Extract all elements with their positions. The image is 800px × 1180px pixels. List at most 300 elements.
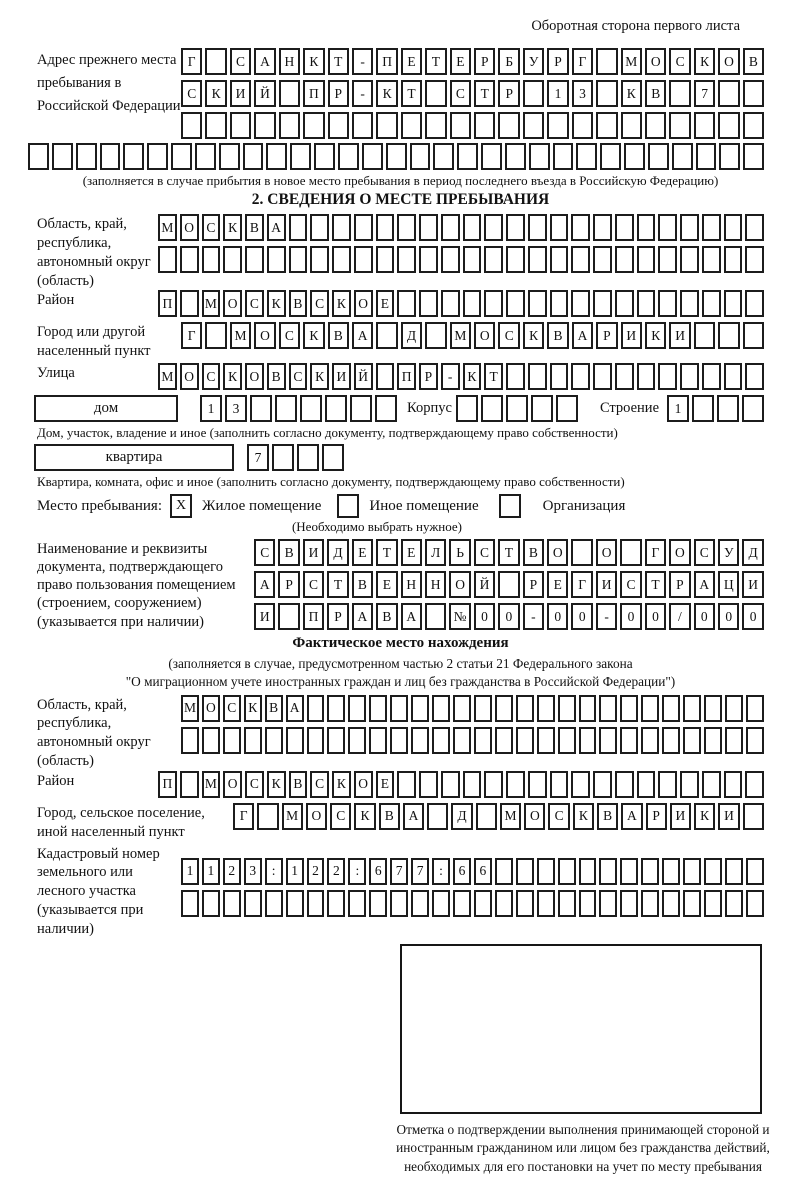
char-cell[interactable]: Т	[498, 539, 519, 566]
prev-address-row-3[interactable]	[181, 112, 764, 139]
char-cell[interactable]	[571, 290, 590, 317]
char-cell[interactable]: О	[474, 322, 495, 349]
char-cell[interactable]	[254, 112, 275, 139]
char-cell[interactable]	[28, 143, 49, 170]
char-cell[interactable]: К	[645, 322, 666, 349]
char-cell[interactable]: О	[223, 290, 242, 317]
char-cell[interactable]	[683, 727, 701, 754]
char-cell[interactable]: М	[282, 803, 303, 830]
char-cell[interactable]: В	[352, 571, 373, 598]
char-cell[interactable]: К	[223, 214, 242, 241]
char-cell[interactable]: Д	[451, 803, 472, 830]
char-cell[interactable]: В	[523, 539, 544, 566]
char-cell[interactable]: Е	[376, 571, 397, 598]
char-cell[interactable]: Р	[278, 571, 299, 598]
char-cell[interactable]: 2	[307, 858, 325, 885]
char-cell[interactable]	[745, 363, 764, 390]
char-cell[interactable]: 1	[286, 858, 304, 885]
char-cell[interactable]: -	[352, 80, 373, 107]
char-cell[interactable]: 0	[498, 603, 519, 630]
char-cell[interactable]: О	[254, 322, 275, 349]
char-cell[interactable]	[746, 727, 764, 754]
char-cell[interactable]: 2	[327, 858, 345, 885]
char-cell[interactable]: К	[310, 363, 329, 390]
char-cell[interactable]: Т	[645, 571, 666, 598]
char-cell[interactable]	[523, 112, 544, 139]
char-cell[interactable]	[593, 246, 612, 273]
char-cell[interactable]: 3	[225, 395, 247, 422]
char-cell[interactable]	[376, 214, 395, 241]
char-cell[interactable]	[76, 143, 97, 170]
char-cell[interactable]	[348, 890, 366, 917]
char-cell[interactable]: Н	[401, 571, 422, 598]
char-cell[interactable]: Р	[328, 80, 349, 107]
char-cell[interactable]: К	[573, 803, 594, 830]
char-cell[interactable]	[637, 214, 656, 241]
char-cell[interactable]: С	[202, 214, 221, 241]
char-cell[interactable]	[658, 363, 677, 390]
char-cell[interactable]	[453, 890, 471, 917]
char-cell[interactable]	[506, 290, 525, 317]
char-cell[interactable]	[579, 727, 597, 754]
char-cell[interactable]	[620, 890, 638, 917]
char-cell[interactable]	[375, 395, 397, 422]
char-cell[interactable]: 1	[547, 80, 568, 107]
char-cell[interactable]	[289, 246, 308, 273]
char-cell[interactable]: М	[181, 695, 199, 722]
char-cell[interactable]: Р	[646, 803, 667, 830]
char-cell[interactable]: Д	[401, 322, 422, 349]
char-cell[interactable]: Л	[425, 539, 446, 566]
char-cell[interactable]: Д	[742, 539, 763, 566]
char-cell[interactable]: И	[742, 571, 763, 598]
char-cell[interactable]	[692, 395, 714, 422]
checkbox-zhiloe[interactable]: X	[170, 494, 192, 518]
char-cell[interactable]	[593, 771, 612, 798]
char-cell[interactable]	[599, 858, 617, 885]
char-cell[interactable]: 6	[453, 858, 471, 885]
char-cell[interactable]	[724, 290, 743, 317]
char-cell[interactable]	[474, 890, 492, 917]
char-cell[interactable]: К	[267, 290, 286, 317]
char-cell[interactable]	[571, 246, 590, 273]
char-cell[interactable]	[718, 112, 739, 139]
char-cell[interactable]	[419, 290, 438, 317]
char-cell[interactable]	[599, 890, 617, 917]
char-cell[interactable]: 7	[411, 858, 429, 885]
char-cell[interactable]: В	[376, 603, 397, 630]
char-cell[interactable]: С	[279, 322, 300, 349]
char-cell[interactable]	[746, 695, 764, 722]
char-cell[interactable]	[658, 290, 677, 317]
char-cell[interactable]	[463, 771, 482, 798]
char-cell[interactable]: И	[303, 539, 324, 566]
char-cell[interactable]: -	[352, 48, 373, 75]
char-cell[interactable]	[441, 246, 460, 273]
char-cell[interactable]: :	[348, 858, 366, 885]
char-cell[interactable]	[441, 214, 460, 241]
char-cell[interactable]	[456, 395, 478, 422]
char-cell[interactable]	[680, 246, 699, 273]
char-cell[interactable]: Р	[474, 48, 495, 75]
char-cell[interactable]	[481, 395, 503, 422]
char-cell[interactable]: М	[500, 803, 521, 830]
char-cell[interactable]: О	[354, 771, 373, 798]
char-cell[interactable]	[506, 771, 525, 798]
char-cell[interactable]: А	[352, 322, 373, 349]
char-cell[interactable]	[680, 363, 699, 390]
prev-address-overflow-row[interactable]	[28, 143, 764, 170]
fact-oblast-row-1[interactable]	[181, 695, 764, 722]
char-cell[interactable]	[680, 214, 699, 241]
char-cell[interactable]: В	[289, 771, 308, 798]
char-cell[interactable]	[648, 143, 669, 170]
char-cell[interactable]: С	[474, 539, 495, 566]
char-cell[interactable]: 6	[474, 858, 492, 885]
char-cell[interactable]	[181, 727, 199, 754]
char-cell[interactable]: О	[202, 695, 220, 722]
char-cell[interactable]: А	[572, 322, 593, 349]
char-cell[interactable]	[495, 727, 513, 754]
char-cell[interactable]: О	[645, 48, 666, 75]
fact-gorod-row[interactable]	[233, 803, 764, 830]
oblast-row-1[interactable]	[158, 214, 764, 241]
char-cell[interactable]: О	[245, 363, 264, 390]
char-cell[interactable]: 0	[620, 603, 641, 630]
char-cell[interactable]: У	[523, 48, 544, 75]
prev-address-row-2[interactable]	[181, 80, 764, 107]
char-cell[interactable]	[265, 890, 283, 917]
char-cell[interactable]	[528, 214, 547, 241]
char-cell[interactable]	[350, 395, 372, 422]
char-cell[interactable]	[457, 143, 478, 170]
char-cell[interactable]	[672, 143, 693, 170]
char-cell[interactable]: Т	[328, 48, 349, 75]
char-cell[interactable]: О	[524, 803, 545, 830]
char-cell[interactable]	[180, 290, 199, 317]
char-cell[interactable]: М	[450, 322, 471, 349]
char-cell[interactable]	[328, 112, 349, 139]
char-cell[interactable]: Й	[474, 571, 495, 598]
char-cell[interactable]	[641, 890, 659, 917]
char-cell[interactable]	[307, 727, 325, 754]
char-cell[interactable]: К	[376, 80, 397, 107]
char-cell[interactable]	[453, 695, 471, 722]
char-cell[interactable]	[495, 695, 513, 722]
char-cell[interactable]: П	[158, 290, 177, 317]
char-cell[interactable]	[223, 246, 242, 273]
char-cell[interactable]	[620, 858, 638, 885]
char-cell[interactable]: Р	[669, 571, 690, 598]
char-cell[interactable]	[147, 143, 168, 170]
char-cell[interactable]: И	[254, 603, 275, 630]
char-cell[interactable]: :	[265, 858, 283, 885]
char-cell[interactable]	[576, 143, 597, 170]
char-cell[interactable]: С	[230, 48, 251, 75]
char-cell[interactable]	[332, 214, 351, 241]
char-cell[interactable]	[171, 143, 192, 170]
char-cell[interactable]: К	[694, 48, 715, 75]
char-cell[interactable]	[310, 214, 329, 241]
char-cell[interactable]	[219, 143, 240, 170]
char-cell[interactable]	[599, 695, 617, 722]
char-cell[interactable]	[702, 290, 721, 317]
prev-address-row-1[interactable]	[181, 48, 764, 75]
char-cell[interactable]	[195, 143, 216, 170]
char-cell[interactable]: В	[597, 803, 618, 830]
char-cell[interactable]	[528, 363, 547, 390]
char-cell[interactable]	[386, 143, 407, 170]
char-cell[interactable]: Р	[327, 603, 348, 630]
char-cell[interactable]	[704, 858, 722, 885]
char-cell[interactable]: 6	[369, 858, 387, 885]
char-cell[interactable]: 7	[247, 444, 269, 471]
dom-number-cells[interactable]	[200, 395, 397, 422]
char-cell[interactable]	[571, 214, 590, 241]
char-cell[interactable]	[694, 322, 715, 349]
char-cell[interactable]	[550, 771, 569, 798]
char-cell[interactable]: И	[718, 803, 739, 830]
char-cell[interactable]	[432, 695, 450, 722]
char-cell[interactable]: В	[645, 80, 666, 107]
char-cell[interactable]: М	[158, 214, 177, 241]
dom-type-box[interactable]: дом	[34, 395, 178, 422]
char-cell[interactable]	[279, 80, 300, 107]
char-cell[interactable]	[433, 143, 454, 170]
char-cell[interactable]	[704, 695, 722, 722]
char-cell[interactable]	[463, 214, 482, 241]
char-cell[interactable]	[484, 246, 503, 273]
char-cell[interactable]	[474, 695, 492, 722]
char-cell[interactable]	[718, 80, 739, 107]
char-cell[interactable]	[180, 246, 199, 273]
char-cell[interactable]: Г	[571, 571, 592, 598]
char-cell[interactable]	[450, 112, 471, 139]
char-cell[interactable]	[369, 890, 387, 917]
char-cell[interactable]	[411, 727, 429, 754]
char-cell[interactable]	[528, 246, 547, 273]
char-cell[interactable]	[724, 771, 743, 798]
char-cell[interactable]: Г	[645, 539, 666, 566]
char-cell[interactable]	[484, 214, 503, 241]
char-cell[interactable]	[498, 571, 519, 598]
char-cell[interactable]	[615, 363, 634, 390]
char-cell[interactable]	[621, 112, 642, 139]
char-cell[interactable]	[352, 112, 373, 139]
raion-row[interactable]	[158, 290, 764, 317]
char-cell[interactable]	[599, 727, 617, 754]
char-cell[interactable]: Т	[401, 80, 422, 107]
char-cell[interactable]: -	[596, 603, 617, 630]
char-cell[interactable]	[571, 539, 592, 566]
char-cell[interactable]	[419, 771, 438, 798]
char-cell[interactable]: М	[202, 290, 221, 317]
char-cell[interactable]	[702, 363, 721, 390]
char-cell[interactable]	[669, 80, 690, 107]
char-cell[interactable]	[600, 143, 621, 170]
char-cell[interactable]	[290, 143, 311, 170]
char-cell[interactable]: 0	[645, 603, 666, 630]
char-cell[interactable]	[505, 143, 526, 170]
char-cell[interactable]	[205, 48, 226, 75]
char-cell[interactable]: К	[303, 48, 324, 75]
char-cell[interactable]: К	[621, 80, 642, 107]
char-cell[interactable]	[223, 890, 241, 917]
char-cell[interactable]: /	[669, 603, 690, 630]
char-cell[interactable]	[743, 80, 764, 107]
char-cell[interactable]	[745, 771, 764, 798]
char-cell[interactable]	[327, 695, 345, 722]
char-cell[interactable]: 3	[244, 858, 262, 885]
char-cell[interactable]: А	[286, 695, 304, 722]
char-cell[interactable]: 0	[474, 603, 495, 630]
char-cell[interactable]	[322, 444, 344, 471]
char-cell[interactable]: Т	[425, 48, 446, 75]
char-cell[interactable]	[223, 727, 241, 754]
fact-oblast-row-2[interactable]	[181, 727, 764, 754]
char-cell[interactable]: С	[620, 571, 641, 598]
char-cell[interactable]	[669, 112, 690, 139]
char-cell[interactable]: О	[180, 214, 199, 241]
char-cell[interactable]	[596, 80, 617, 107]
char-cell[interactable]	[390, 695, 408, 722]
char-cell[interactable]: Р	[419, 363, 438, 390]
char-cell[interactable]: О	[596, 539, 617, 566]
char-cell[interactable]	[537, 858, 555, 885]
char-cell[interactable]	[742, 395, 764, 422]
char-cell[interactable]	[506, 246, 525, 273]
char-cell[interactable]	[724, 214, 743, 241]
stroenie-cells[interactable]	[667, 395, 764, 422]
char-cell[interactable]	[550, 246, 569, 273]
char-cell[interactable]: К	[303, 322, 324, 349]
char-cell[interactable]	[432, 727, 450, 754]
char-cell[interactable]	[498, 112, 519, 139]
char-cell[interactable]: О	[223, 771, 242, 798]
char-cell[interactable]	[645, 112, 666, 139]
char-cell[interactable]	[441, 290, 460, 317]
char-cell[interactable]	[662, 890, 680, 917]
char-cell[interactable]: П	[376, 48, 397, 75]
char-cell[interactable]	[620, 539, 641, 566]
char-cell[interactable]	[641, 695, 659, 722]
checkbox-organizatsiya[interactable]	[499, 494, 521, 518]
char-cell[interactable]	[516, 695, 534, 722]
char-cell[interactable]	[425, 80, 446, 107]
char-cell[interactable]	[474, 727, 492, 754]
char-cell[interactable]	[718, 322, 739, 349]
char-cell[interactable]	[579, 858, 597, 885]
char-cell[interactable]: В	[379, 803, 400, 830]
char-cell[interactable]	[123, 143, 144, 170]
char-cell[interactable]: С	[310, 771, 329, 798]
char-cell[interactable]: А	[254, 571, 275, 598]
char-cell[interactable]	[528, 290, 547, 317]
char-cell[interactable]: В	[267, 363, 286, 390]
char-cell[interactable]: 0	[742, 603, 763, 630]
char-cell[interactable]	[327, 727, 345, 754]
char-cell[interactable]	[205, 112, 226, 139]
char-cell[interactable]	[637, 246, 656, 273]
char-cell[interactable]	[528, 771, 547, 798]
char-cell[interactable]: А	[621, 803, 642, 830]
char-cell[interactable]: И	[621, 322, 642, 349]
char-cell[interactable]: М	[621, 48, 642, 75]
char-cell[interactable]	[704, 890, 722, 917]
char-cell[interactable]: Т	[474, 80, 495, 107]
char-cell[interactable]: Г	[181, 322, 202, 349]
kadastr-row-2[interactable]	[181, 890, 764, 917]
char-cell[interactable]	[327, 890, 345, 917]
char-cell[interactable]	[537, 695, 555, 722]
char-cell[interactable]	[300, 395, 322, 422]
char-cell[interactable]	[683, 695, 701, 722]
checkbox-inoe[interactable]	[337, 494, 359, 518]
char-cell[interactable]	[743, 143, 764, 170]
char-cell[interactable]: В	[278, 539, 299, 566]
char-cell[interactable]: Д	[327, 539, 348, 566]
char-cell[interactable]	[724, 363, 743, 390]
char-cell[interactable]: Р	[547, 48, 568, 75]
char-cell[interactable]	[484, 290, 503, 317]
char-cell[interactable]	[746, 890, 764, 917]
char-cell[interactable]	[354, 214, 373, 241]
char-cell[interactable]	[463, 246, 482, 273]
char-cell[interactable]	[397, 246, 416, 273]
char-cell[interactable]	[495, 858, 513, 885]
char-cell[interactable]: 0	[694, 603, 715, 630]
char-cell[interactable]	[474, 112, 495, 139]
char-cell[interactable]	[278, 603, 299, 630]
char-cell[interactable]: С	[181, 80, 202, 107]
char-cell[interactable]	[410, 143, 431, 170]
char-cell[interactable]: Й	[354, 363, 373, 390]
char-cell[interactable]	[397, 771, 416, 798]
char-cell[interactable]: Г	[181, 48, 202, 75]
char-cell[interactable]	[411, 890, 429, 917]
char-cell[interactable]: О	[180, 363, 199, 390]
char-cell[interactable]: 1	[667, 395, 689, 422]
ulitsa-row[interactable]	[158, 363, 764, 390]
char-cell[interactable]: И	[670, 803, 691, 830]
char-cell[interactable]: С	[310, 290, 329, 317]
char-cell[interactable]	[362, 143, 383, 170]
char-cell[interactable]: В	[289, 290, 308, 317]
char-cell[interactable]	[683, 890, 701, 917]
char-cell[interactable]	[615, 771, 634, 798]
char-cell[interactable]: -	[523, 603, 544, 630]
char-cell[interactable]: О	[449, 571, 470, 598]
char-cell[interactable]	[354, 246, 373, 273]
char-cell[interactable]: В	[265, 695, 283, 722]
char-cell[interactable]	[476, 803, 497, 830]
char-cell[interactable]	[547, 112, 568, 139]
char-cell[interactable]: Е	[376, 771, 395, 798]
char-cell[interactable]	[558, 858, 576, 885]
char-cell[interactable]: К	[523, 322, 544, 349]
char-cell[interactable]: А	[694, 571, 715, 598]
char-cell[interactable]	[662, 727, 680, 754]
char-cell[interactable]: 3	[572, 80, 593, 107]
char-cell[interactable]	[481, 143, 502, 170]
char-cell[interactable]	[202, 246, 221, 273]
char-cell[interactable]: Р	[596, 322, 617, 349]
char-cell[interactable]	[579, 890, 597, 917]
char-cell[interactable]	[303, 112, 324, 139]
char-cell[interactable]	[158, 246, 177, 273]
char-cell[interactable]	[571, 771, 590, 798]
char-cell[interactable]: Р	[498, 80, 519, 107]
